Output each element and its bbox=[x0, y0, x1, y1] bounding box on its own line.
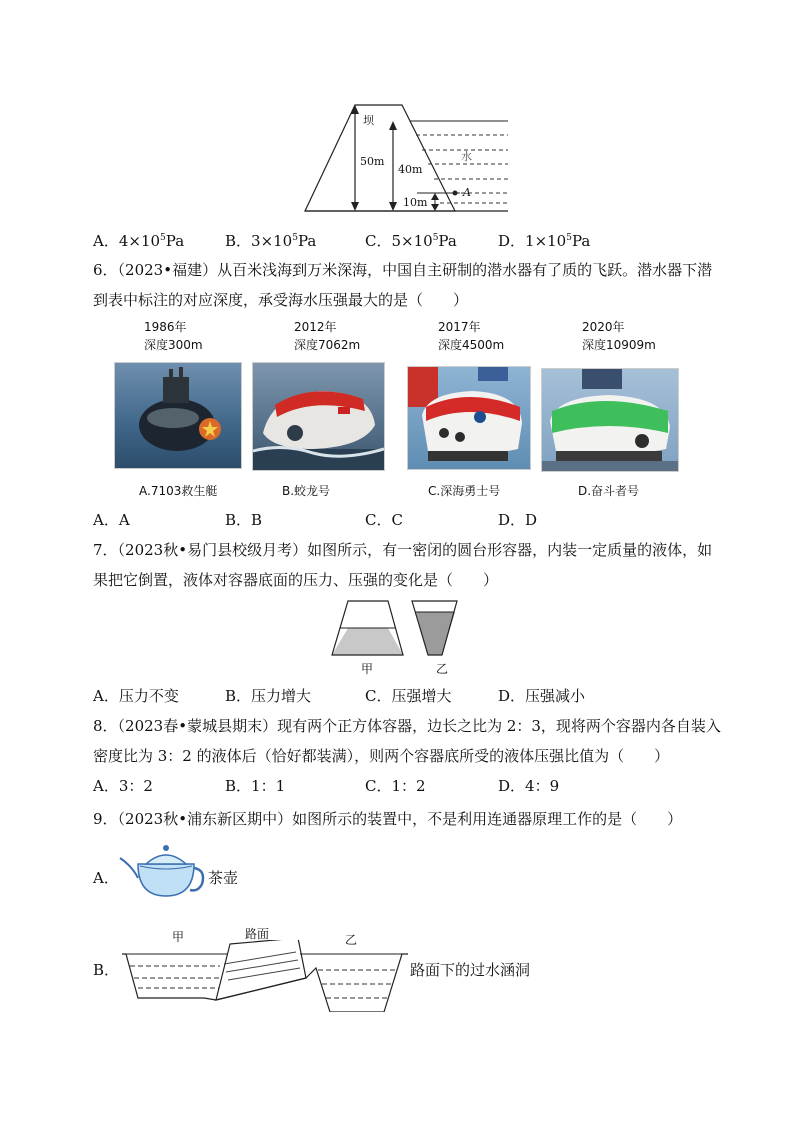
q7-stem-line2: 果把它倒置，液体对容器底面的压力、压强的变化是（ ） bbox=[93, 571, 499, 589]
q9-option-a-label: A． bbox=[93, 869, 119, 887]
sub-b-depth: 深度7062m bbox=[294, 338, 361, 352]
culvert-road-label: 路面 bbox=[245, 927, 270, 941]
sub-a-depth: 深度300m bbox=[144, 338, 203, 352]
submarine-7103-photo bbox=[114, 362, 242, 469]
q6-stem-line2: 到表中标注的对应深度，承受海水压强最大的是（ ） bbox=[93, 291, 469, 309]
q5-option-a: A．$4\times 10^5Pa$ bbox=[93, 232, 185, 250]
q6-option-b: B．B bbox=[225, 511, 263, 529]
height-50m-label: 50m bbox=[360, 155, 385, 168]
q7-option-c: C．压强增大 bbox=[365, 687, 452, 705]
q9-stem: 9．（2023秋•浦东新区期中）如图所示的装置中，不是利用连通器原理工作的是（ ） bbox=[93, 810, 683, 828]
q9-option-b-label: B． bbox=[93, 961, 120, 979]
q7-option-d: D．压强减小 bbox=[498, 687, 586, 705]
sub-b-year: 2012年 bbox=[294, 320, 337, 334]
q7-option-b: B．压力增大 bbox=[225, 687, 312, 705]
q5-option-c: C．$5\times 10^5Pa$ bbox=[365, 232, 457, 250]
sub-d-depth: 深度10909m bbox=[582, 338, 656, 352]
sub-d-year: 2020年 bbox=[582, 320, 625, 334]
shenhai-yongshi-photo bbox=[407, 366, 531, 470]
sub-c-year: 2017年 bbox=[438, 320, 481, 334]
q6-option-d: D．D bbox=[498, 511, 538, 529]
q6-option-c: C．C bbox=[365, 511, 403, 529]
container-jia-label: 甲 bbox=[361, 662, 374, 676]
q8-option-d: D．4：9 bbox=[498, 777, 560, 795]
height-40m-label: 40m bbox=[398, 163, 423, 176]
q5-option-b: B．$3\times 10^5Pa$ bbox=[225, 232, 317, 250]
sub-a-caption: A.7103救生艇 bbox=[139, 484, 218, 498]
sub-a-year: 1986年 bbox=[144, 320, 187, 334]
culvert-diagram bbox=[120, 940, 410, 1012]
frustum-containers-diagram bbox=[330, 598, 460, 658]
q8-stem-line1: 8．（2023春•蒙城县期末）现有两个正方体容器，边长之比为 2：3，现将两个容器内各自装入 bbox=[93, 717, 721, 735]
q7-option-a: A．压力不变 bbox=[93, 687, 179, 705]
point-a-label: A bbox=[463, 186, 471, 199]
jiaolong-photo bbox=[252, 362, 385, 471]
sub-c-depth: 深度4500m bbox=[438, 338, 505, 352]
dam-label: 坝 bbox=[363, 114, 374, 127]
q9-option-a-text: 茶壶 bbox=[208, 869, 239, 887]
q8-option-b: B．1：1 bbox=[225, 777, 286, 795]
fendouzhe-photo bbox=[541, 368, 679, 472]
q8-option-a: A．3：2 bbox=[93, 777, 153, 795]
height-10m-label: 10m bbox=[403, 196, 428, 209]
container-yi-label: 乙 bbox=[436, 662, 449, 676]
sub-b-caption: B.蛟龙号 bbox=[282, 484, 331, 498]
culvert-jia-label: 甲 bbox=[172, 930, 185, 944]
q8-option-c: C．1：2 bbox=[365, 777, 426, 795]
q6-option-a: A．A bbox=[93, 511, 130, 529]
q5-option-d: D．$1\times 10^5Pa$ bbox=[498, 232, 591, 250]
q8-stem-line2: 密度比为 3：2 的液体后（恰好都装满），则两个容器底所受的液体压强比值为（ ） bbox=[93, 747, 670, 765]
teapot-icon bbox=[118, 840, 208, 900]
sub-d-caption: D.奋斗者号 bbox=[578, 484, 640, 498]
q6-stem-line1: 6．（2023•福建）从百米浅海到万米深海，中国自主研制的潜水器有了质的飞跃。潜水器下潜 bbox=[93, 261, 713, 279]
culvert-yi-label: 乙 bbox=[345, 933, 358, 947]
sub-c-caption: C.深海勇士号 bbox=[428, 484, 501, 498]
q7-stem-line1: 7．（2023秋•易门县校级月考）如图所示，有一密闭的圆台形容器，内装一定质量的液体，如 bbox=[93, 541, 713, 559]
q9-option-b-text: 路面下的过水涵洞 bbox=[410, 961, 531, 979]
water-label: 水 bbox=[461, 150, 472, 163]
